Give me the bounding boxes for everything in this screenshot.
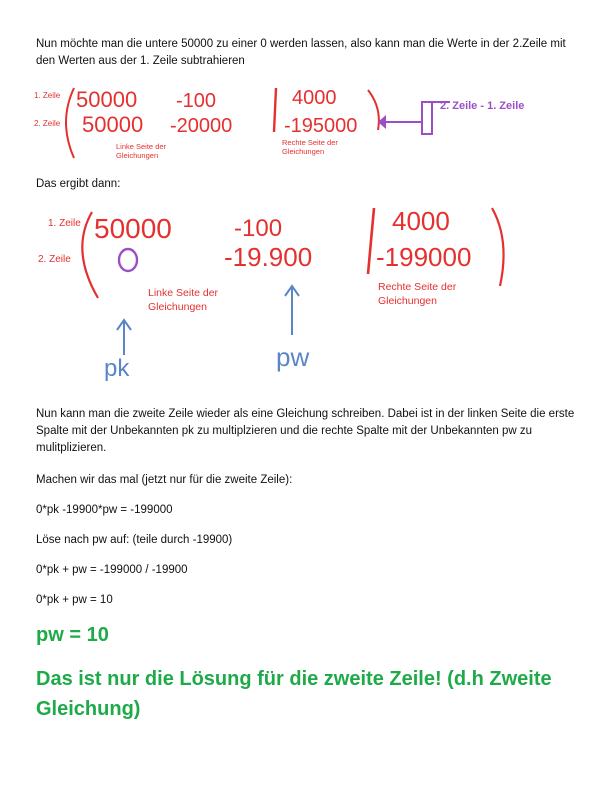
pk-label: pk (104, 355, 130, 382)
equation-2: 0*pk + pw = -199000 / -19900 (36, 564, 188, 576)
row1-label-2: 1. Zeile (48, 218, 81, 229)
zero-circle (119, 249, 137, 271)
right-side-label: Rechte Seite der Gleichungen (282, 138, 338, 156)
result-intro: Das ergibt dann: (36, 178, 121, 190)
row1-value-c: 4000 (292, 87, 337, 109)
left-side-label-2: Linke Seite der Gleichungen (148, 287, 219, 313)
row1-label: 1. Zeile (34, 91, 61, 100)
left-side-label: Linke Seite der Gleichungen (116, 142, 167, 160)
solve-instruction: Löse nach pw auf: (teile durch -19900) (36, 534, 233, 546)
result-note: Das ist nur die Lösung für die zweite Zeile! (d.h Zweite Gleichung) (36, 668, 552, 720)
instruction-line: Machen wir das mal (jetzt nur für die zweite Zeile): (36, 474, 293, 486)
handwritten-matrix-2 (30, 200, 590, 390)
handwritten-matrix-1 (30, 82, 590, 164)
row2-value-a: 50000 (82, 112, 144, 137)
row1-value-b-2: -100 (234, 215, 283, 242)
row2-value-c-2: -199000 (376, 242, 472, 272)
explanation-paragraph: Nun kann man die zweite Zeile wieder als eine Gleichung schreiben. Dabei ist in der linken Seite die erste Spalte mit der Unbekannten pk zu multiplzieren und die rechte Spalte mit der Unbekannten pw zu mulitplizieren. (36, 408, 575, 454)
row1-value-b: -100 (176, 90, 217, 112)
row1-value-a: 50000 (76, 87, 138, 112)
row1-value-a-2: 50000 (94, 213, 172, 244)
equation-1: 0*pk -19900*pw = -199000 (36, 504, 173, 516)
row2-label: 2. Zeile (34, 119, 61, 128)
row2-value-b: -20000 (170, 115, 233, 137)
row2-value-b-2: -19.900 (224, 242, 313, 272)
result-heading: pw = 10 (36, 624, 109, 646)
row1-value-c-2: 4000 (392, 206, 450, 236)
pw-label: pw (276, 342, 310, 372)
subtraction-annotation: 2. Zeile - 1. Zeile (440, 100, 525, 112)
equation-3: 0*pk + pw = 10 (36, 594, 113, 606)
row2-value-c: -195000 (284, 115, 358, 137)
right-side-label-2: Rechte Seite der Gleichungen (378, 281, 457, 307)
intro-paragraph: Nun möchte man die untere 50000 zu einer 0 werden lassen, also kann man die Werte in der 2.Zeile mit den Werten aus der 1. Zeile subtrahieren (36, 38, 566, 67)
row2-label-2: 2. Zeile (38, 254, 71, 265)
